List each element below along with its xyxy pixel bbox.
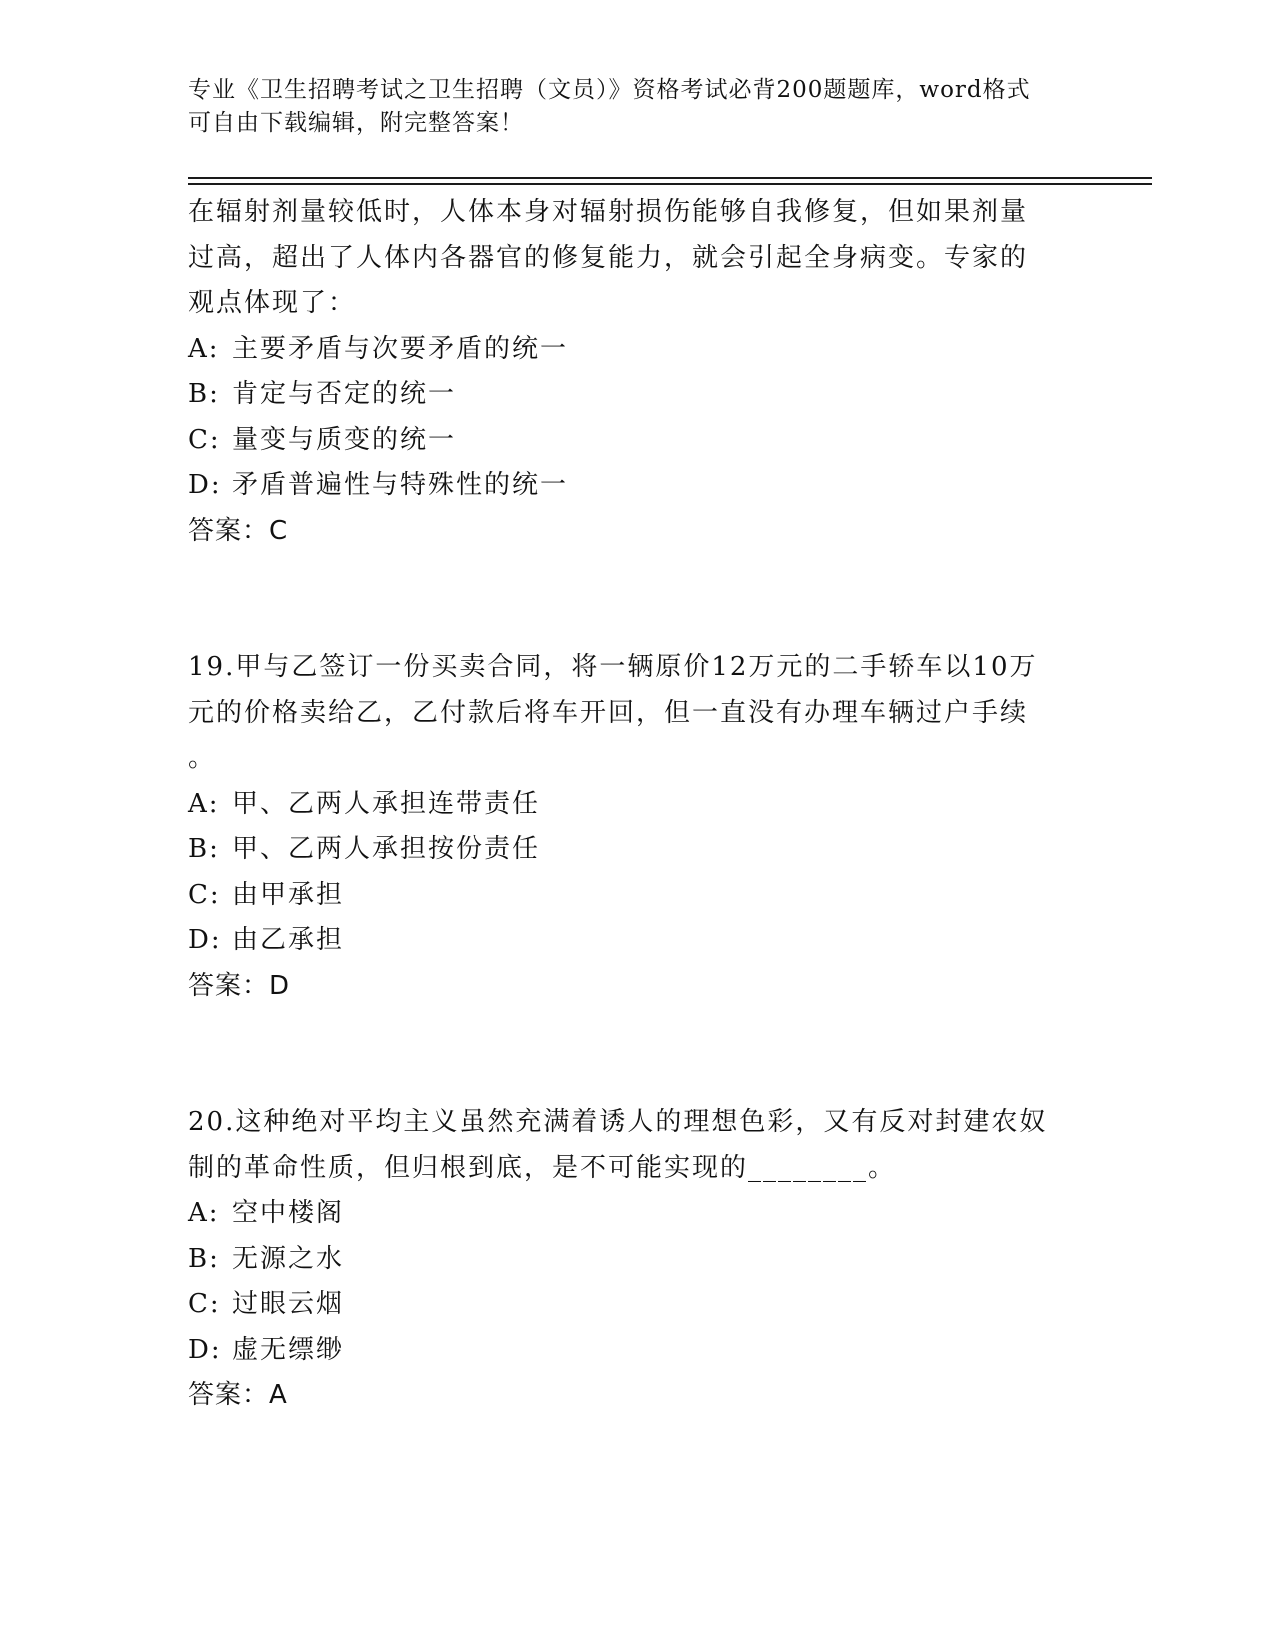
option-letter: D: (188, 1334, 222, 1365)
option-letter: B: (188, 1243, 220, 1274)
question-spacer (188, 1009, 1078, 1100)
option-text: 过眼云烟 (232, 1289, 345, 1319)
header-title-line-1: 专业《卫生招聘考试之卫生招聘（文员）》资格考试必背200题题库，word格式 (188, 77, 1031, 103)
question-spacer (188, 554, 1078, 645)
option-b (188, 827, 1078, 873)
question-text-line: 元的价格卖给乙，乙付款后将车开回，但一直没有办理车辆过户手续 (188, 697, 1029, 728)
document-header (188, 74, 1068, 140)
option-a (188, 782, 1078, 828)
header-divider-bottom (188, 183, 1152, 185)
question-text-line: 在辐射剂量较低时，人体本身对辐射损伤能够自我修复，但如果剂量 (188, 197, 1029, 227)
option-letter: C: (188, 879, 221, 910)
question-text-line: 过高，超出了人体内各器官的修复能力，就会引起全身病变。专家的 (188, 242, 1029, 273)
option-text: 空中楼阁 (232, 1198, 345, 1228)
option-text: 量变与质变的统一 (232, 424, 457, 455)
option-text: 无源之水 (232, 1243, 345, 1274)
option-text: 肯定与否定的统一 (232, 379, 457, 409)
option-letter: D: (188, 470, 222, 500)
option-text: 甲、乙两人承担按份责任 (232, 834, 541, 864)
option-b (188, 372, 1078, 418)
question-text-line: 制的革命性质，但归根到底，是不可能实现的________。 (188, 1152, 897, 1183)
option-a (188, 1191, 1078, 1237)
header-divider-top (188, 177, 1152, 179)
option-letter: B: (188, 379, 220, 409)
option-text: 矛盾普遍性与特殊性的统一 (232, 470, 569, 500)
option-letter: C: (188, 424, 221, 455)
option-letter: D: (188, 925, 222, 955)
option-letter: B: (188, 834, 220, 864)
answer-line: 答案：D (188, 970, 291, 1001)
option-letter: A: (188, 788, 220, 819)
question-text-line: 19.甲与乙签订一份买卖合同，将一辆原价12万元的二手轿车以10万 (188, 652, 1038, 682)
option-text: 虚无缥缈 (232, 1334, 345, 1365)
option-d (188, 918, 1078, 964)
option-c (188, 418, 1078, 464)
option-letter: A: (188, 1198, 220, 1228)
question-block (188, 645, 1078, 1009)
question-text-line: 20.这种绝对平均主义虽然充满着诱人的理想色彩，又有反对封建农奴 (188, 1107, 1048, 1137)
option-letter: A: (188, 333, 220, 364)
option-a (188, 327, 1078, 373)
question-block (188, 190, 1078, 554)
header-title-line-2: 可自由下载编辑，附完整答案！ (188, 110, 524, 136)
option-text: 甲、乙两人承担连带责任 (232, 788, 541, 819)
option-text: 由甲承担 (232, 879, 345, 910)
answer-line: 答案：C (188, 515, 289, 546)
question-list (188, 190, 1078, 1419)
question-text-line: 。 (188, 743, 217, 773)
option-c (188, 873, 1078, 919)
answer-line: 答案：A (188, 1380, 288, 1410)
question-text-line: 观点体现了： (188, 288, 357, 318)
option-text: 主要矛盾与次要矛盾的统一 (232, 333, 569, 364)
option-d (188, 463, 1078, 509)
question-block (188, 1100, 1078, 1419)
option-c (188, 1282, 1078, 1328)
option-letter: C: (188, 1289, 221, 1319)
option-d (188, 1328, 1078, 1374)
option-text: 由乙承担 (232, 925, 345, 955)
option-b (188, 1237, 1078, 1283)
